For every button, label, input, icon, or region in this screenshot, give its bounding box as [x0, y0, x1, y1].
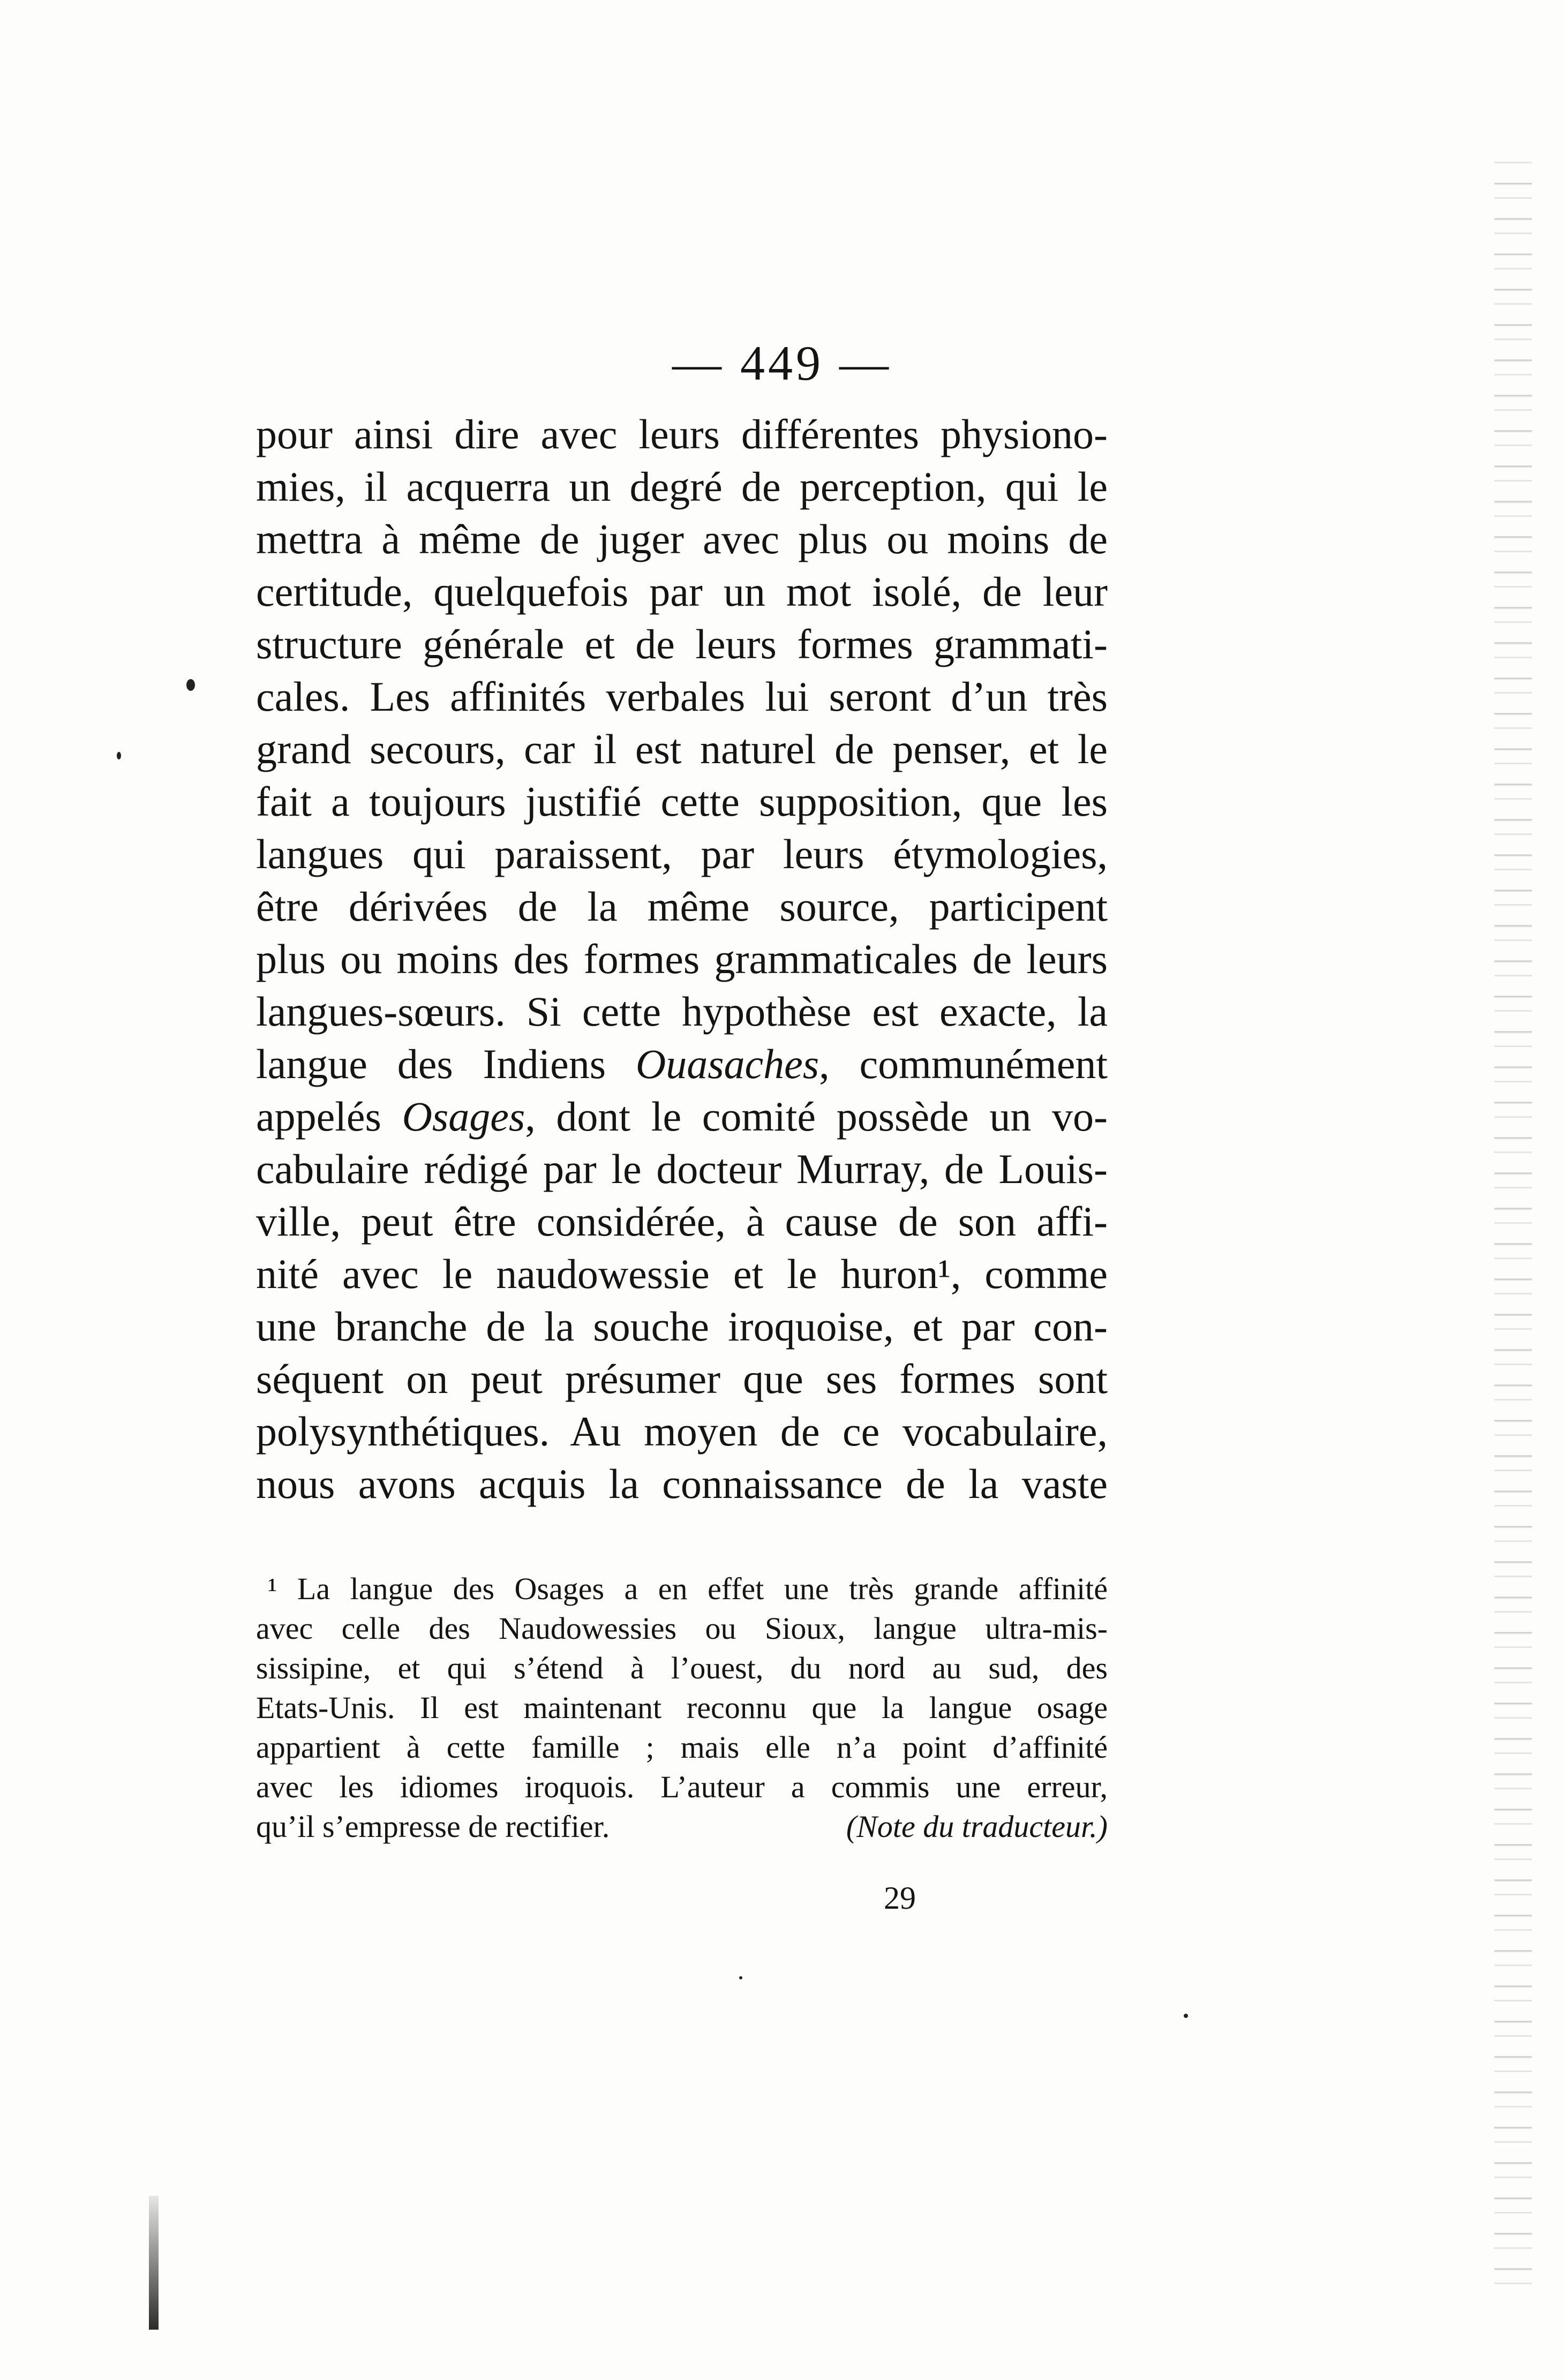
footnote-line: ¹ La langue des Osages a en effet une très grande affinité: [268, 1571, 1108, 1606]
body-line-text: pour ainsi dire avec leurs différentes physiono-: [256, 411, 1108, 457]
body-line-text: nous avons acquis la connaissance de la vaste: [256, 1460, 1108, 1507]
body-line-text: langues qui paraissent, par leurs étymologies,: [256, 831, 1108, 877]
body-line: [256, 1090, 1108, 1143]
footnote-line: appartient à cette famille ; mais elle n’a point d’affinité: [256, 1730, 1108, 1765]
footnote-line: Etats-Unis. Il est maintenant reconnu que la langue osage: [256, 1690, 1108, 1725]
body-line-text: langue des Indiens: [256, 1041, 636, 1087]
body-line-text: structure générale et de leurs formes grammati-: [256, 621, 1108, 667]
body-line: [256, 775, 1108, 828]
ink-speck: [117, 752, 121, 759]
body-line-text: ville, peut être considérée, à cause de son affi-: [256, 1198, 1108, 1245]
printer-signature: 29: [884, 1880, 916, 1916]
body-line-text: , communément: [819, 1041, 1108, 1087]
body-line: [256, 461, 1108, 513]
body-line-text: mies, il acquerra un degré de perception, qui le: [256, 463, 1108, 510]
body-line: [256, 1038, 1108, 1090]
body-line: [256, 408, 1108, 461]
body-line: [256, 1405, 1108, 1458]
body-line: [256, 566, 1108, 618]
body-line-text: cabulaire rédigé par le docteur Murray, de Louis-: [256, 1146, 1108, 1192]
footnote: [256, 1569, 1108, 1847]
body-line: [256, 933, 1108, 985]
body-line: [256, 1248, 1108, 1300]
body-line: [256, 1353, 1108, 1405]
body-line: [256, 1300, 1108, 1353]
left-edge-mark: [149, 2196, 159, 2330]
body-line-text: , dont le comité possède un vo-: [525, 1093, 1108, 1140]
body-line-text: certitude, quelquefois par un mot isolé, de leur: [256, 568, 1108, 615]
footnote-line: sissipine, et qui s’étend à l’ouest, du nord au sud, des: [256, 1651, 1108, 1685]
body-line: [256, 513, 1108, 566]
body-line-text: mettra à même de juger avec plus ou moins de: [256, 516, 1108, 562]
body-line: [256, 985, 1108, 1038]
body-line-text: séquent on peut présumer que ses formes sont: [256, 1355, 1108, 1402]
body-line: [256, 1143, 1108, 1195]
footnote-line: avec celle des Naudowessies ou Sioux, langue ultra-mis-: [256, 1611, 1108, 1646]
body-line: [256, 1458, 1108, 1510]
body-line: [256, 618, 1108, 671]
body-line-text: appelés: [256, 1093, 402, 1140]
italic-term: Ouasaches: [635, 1041, 819, 1087]
ink-speck: [1184, 2014, 1188, 2018]
body-line-text: cales. Les affinités verbales lui seront d’un très: [256, 673, 1108, 720]
page-number: — 449 —: [672, 336, 892, 390]
body-line-text: plus ou moins des formes grammaticales de leurs: [256, 936, 1108, 982]
footnote-closing-line: [256, 1807, 1108, 1847]
body-line-text: langues-sœurs. Si cette hypothèse est exacte, la: [256, 988, 1108, 1035]
italic-term: Osages: [402, 1093, 525, 1140]
footnote-line: avec les idiomes iroquois. L’auteur a commis une erreur,: [256, 1769, 1108, 1804]
body-line: [256, 828, 1108, 880]
body-line: [256, 723, 1108, 775]
body-line-text: fait a toujours justifié cette supposition, que les: [256, 778, 1108, 825]
footnote-attribution: (Note du traducteur.): [846, 1809, 1108, 1844]
ink-speck: [739, 1976, 742, 1979]
binding-edge-noise: [1494, 150, 1532, 2292]
body-line-text: grand secours, car il est naturel de penser, et le: [256, 726, 1108, 772]
footnote-closing-text: qu’il s’empresse de rectifier.: [256, 1809, 610, 1844]
body-line-text: nité avec le naudowessie et le huron¹, comme: [256, 1251, 1108, 1297]
body-line: [256, 671, 1108, 723]
ink-speck: [186, 679, 195, 691]
body-line-text: être dérivées de la même source, participent: [256, 883, 1108, 930]
body-line-text: polysynthétiques. Au moyen de ce vocabulaire,: [256, 1408, 1108, 1455]
body-text: [256, 408, 1108, 1510]
body-line-text: une branche de la souche iroquoise, et par con-: [256, 1303, 1108, 1350]
body-line: [256, 880, 1108, 933]
body-line: [256, 1195, 1108, 1248]
